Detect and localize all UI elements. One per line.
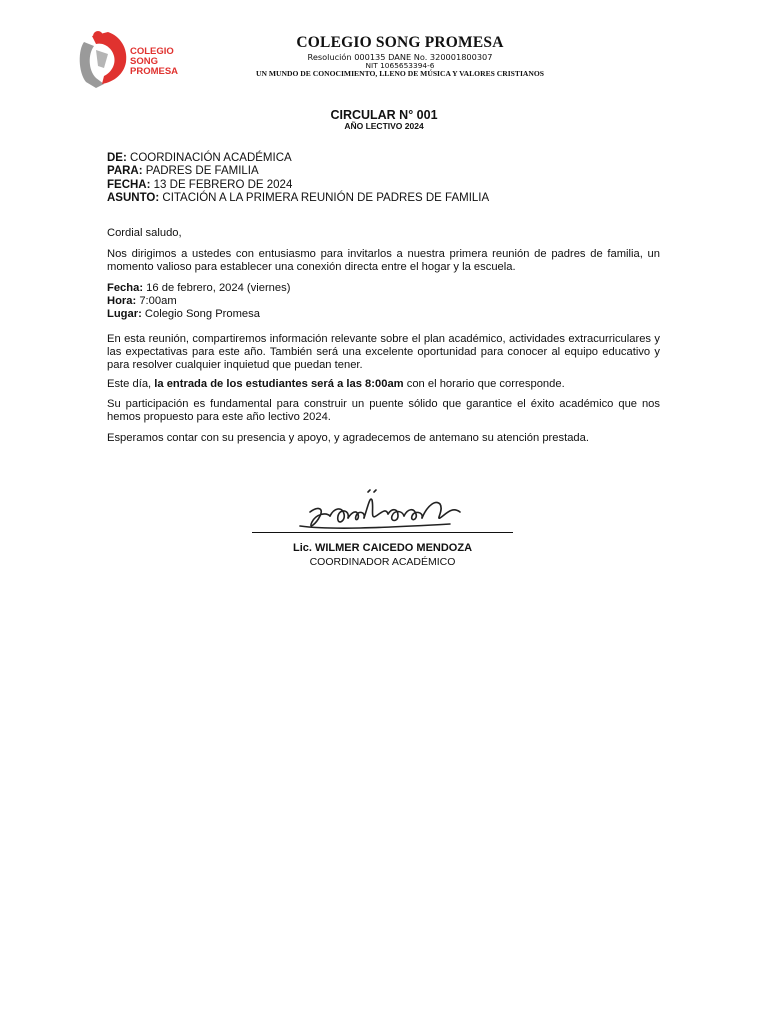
- logo-text-3: PROMESA: [130, 66, 179, 77]
- greeting: Cordial saludo,: [107, 227, 182, 239]
- entry-post: con el horario que corresponde.: [403, 378, 565, 390]
- event-lugar-value: Colegio Song Promesa: [141, 308, 260, 320]
- entry-paragraph: [107, 378, 660, 391]
- meta-asunto-label: ASUNTO:: [107, 192, 160, 204]
- school-name: COLEGIO SONG PROMESA: [296, 34, 504, 51]
- event-fecha-value: 16 de febrero, 2024 (viernes): [143, 282, 291, 294]
- meta-para-label: PARA:: [107, 165, 143, 177]
- event-lugar: [107, 308, 260, 322]
- event-fecha-label: Fecha:: [107, 282, 144, 294]
- resolution-line: Resolución 000135 DANE No. 320001800307: [307, 52, 493, 62]
- signature-line: [252, 532, 513, 533]
- logo-red-dot: [93, 31, 103, 41]
- school-motto: UN MUNDO DE CONOCIMIENTO, LLENO DE MÚSICA Y VALORES CRISTIANOS: [255, 69, 545, 78]
- meta-de: [107, 152, 292, 166]
- meta-para: [107, 165, 259, 179]
- meta-para-value: PADRES DE FAMILIA: [142, 165, 259, 177]
- entry-bold: la entrada de los estudiantes será a las 8:00am: [154, 378, 404, 390]
- info-paragraph: En esta reunión, compartiremos información relevante sobre el plan académico, actividades extracurriculares y las expectativas para este año. También será una excelente oportunidad para conocer al equipo educativo y para resolver cualquier inquietud que puedan tener.: [107, 333, 660, 372]
- event-lugar-label: Lugar:: [107, 308, 142, 320]
- circular-year: AÑO LECTIVO 2024: [344, 121, 424, 131]
- handwritten-signature: [290, 486, 482, 538]
- meta-asunto: [107, 192, 489, 206]
- meta-fecha-value: 13 DE FEBRERO DE 2024: [150, 179, 293, 191]
- meta-fecha: [107, 179, 292, 193]
- circular-title: CIRCULAR N° 001: [330, 108, 438, 122]
- closing-paragraph: Esperamos contar con su presencia y apoyo, y agradecemos de antemano su atención prestada.: [107, 432, 589, 444]
- meta-asunto-value: CITACIÓN A LA PRIMERA REUNIÓN DE PADRES DE FAMILIA: [159, 192, 490, 204]
- logo-text-1: COLEGIO: [130, 46, 174, 57]
- nit-line: NIT 1065653394-6: [365, 61, 435, 70]
- school-logo: [74, 28, 198, 94]
- logo-text-2: SONG: [130, 56, 158, 67]
- event-hora-label: Hora:: [107, 295, 137, 307]
- entry-pre: Este día,: [107, 378, 155, 390]
- intro-paragraph: Nos dirigimos a ustedes con entusiasmo para invitarlos a nuestra primera reunión de padres de familia, un momento valioso para establecer una conexión directa entre el hogar y la escuela.: [107, 248, 660, 274]
- event-hora-value: 7:00am: [136, 295, 177, 307]
- signer-name: Lic. WILMER CAICEDO MENDOZA: [292, 542, 473, 554]
- meta-de-value: COORDINACIÓN ACADÉMICA: [126, 152, 292, 164]
- participation-paragraph: Su participación es fundamental para construir un puente sólido que garantice el éxito académico que nos hemos propuesto para este año lectivo 2024.: [107, 398, 660, 424]
- event-fecha: [107, 282, 290, 296]
- event-hora: [107, 295, 177, 309]
- logo-gray-accent: [96, 50, 108, 68]
- signer-role: COORDINADOR ACADÉMICO: [309, 556, 456, 568]
- meta-fecha-label: FECHA:: [107, 179, 151, 191]
- meta-de-label: DE:: [107, 152, 127, 164]
